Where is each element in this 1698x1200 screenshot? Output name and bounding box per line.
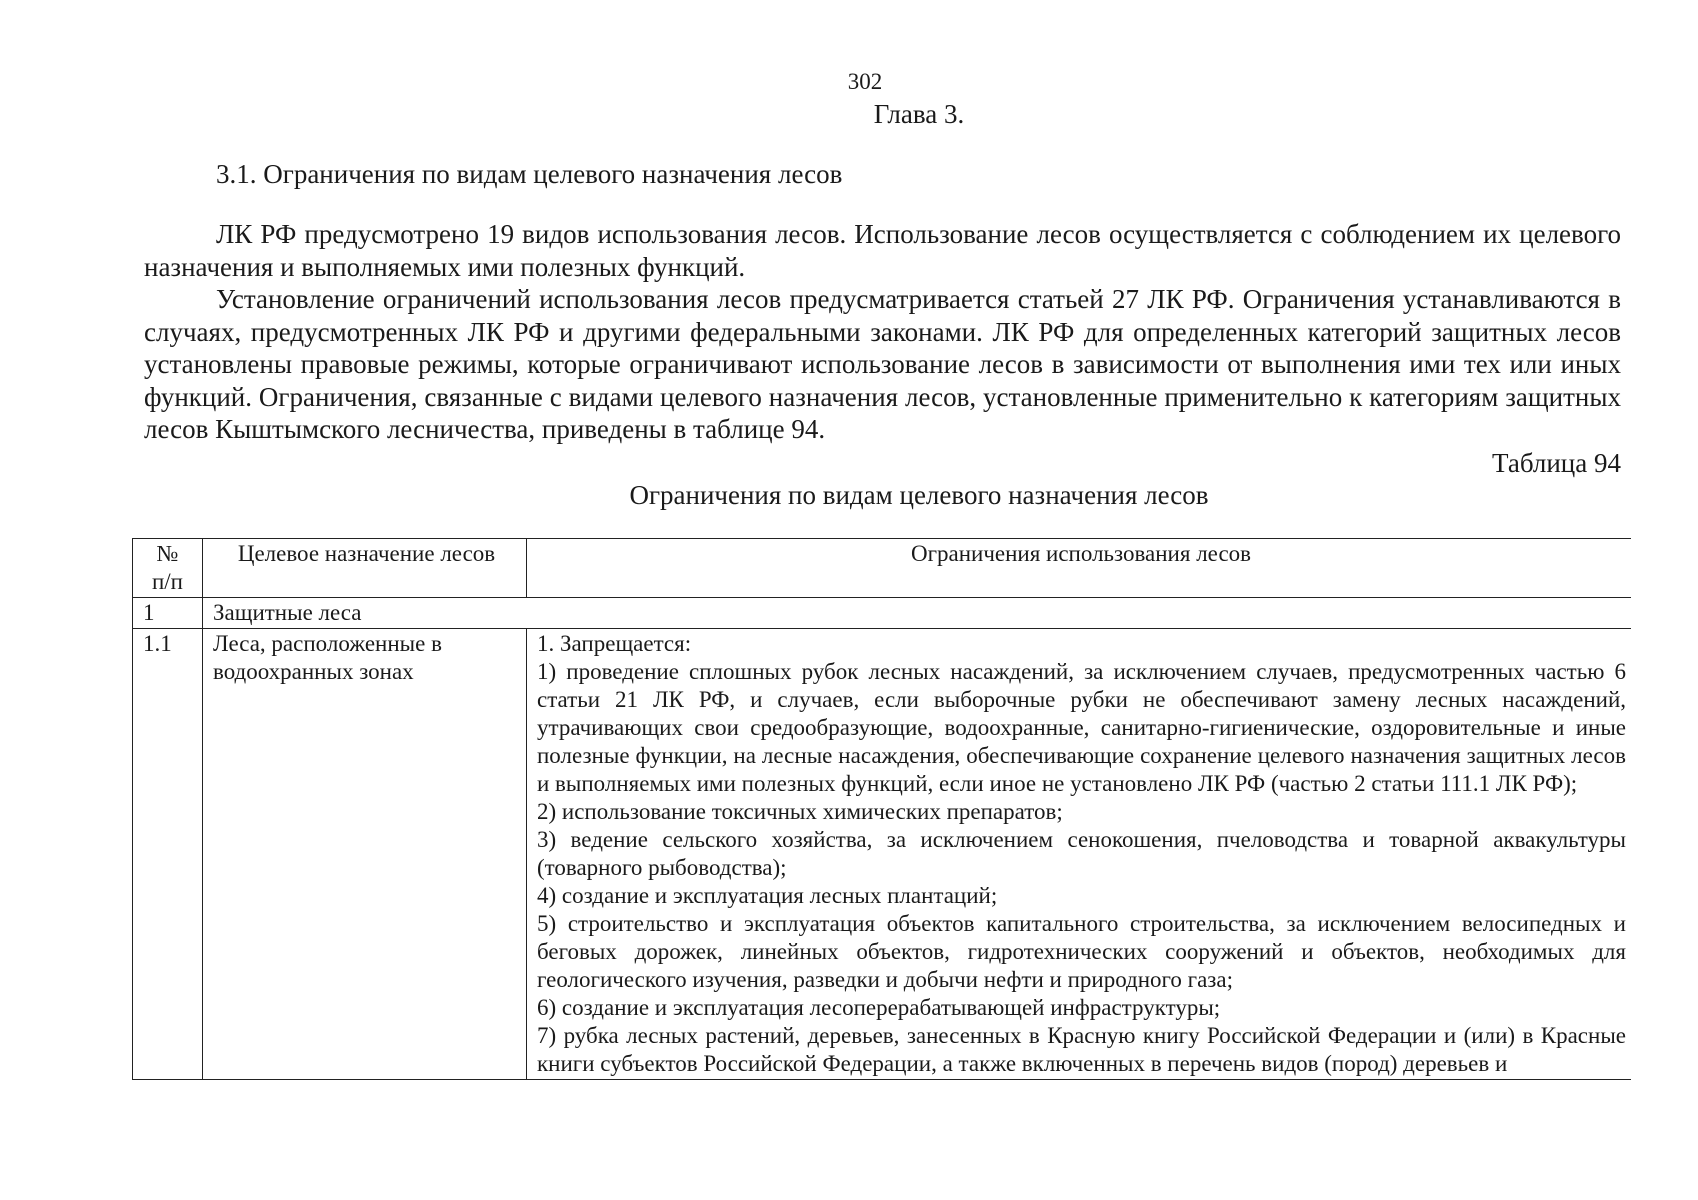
restriction-item: 1) проведение сплошных рубок лесных насаждений, за исключением случаев, предусмотренных частью 6 статьи 21 ЛК РФ, и случаев, если выборочные рубки не обеспечивают замену лесных насаждений, утрачивающих свои средообразующие, водоохранные, санитарно-гигиенические, оздоровительные и иные полезные функции, на лесные насаждения, обеспечивающие сохранение целевого назначения защитных лесов и выполняемых ими полезных функций, если иное не установлено ЛК РФ (частью 2 статьи 111.1 ЛК РФ); (537, 659, 1626, 796)
header-number-line1: № (156, 541, 179, 566)
paragraph: Установление ограничений использования лесов предусматривается статьей 27 ЛК РФ. Ограничения устанавливаются в случаях, предусмотренных ЛК РФ и другими федеральными законами. ЛК РФ для определенных категорий защитных лесов установлены правовые режимы, которые ограничивают использование лесов в зависимости от выполнения ими тех или иных функций. Ограничения, связанные с видами целевого назначения лесов, установленные применительно к категориям защитных лесов Кыштымского лесничества, приведены в таблице 94. (144, 284, 1621, 444)
group-number: 1 (133, 598, 203, 629)
row-restrictions (527, 629, 1632, 1080)
header-number (133, 539, 203, 598)
restriction-item: 7) рубка лесных растений, деревьев, занесенных в Красную книгу Российской Федерации и (или) в Красные книги субъектов Российской Федерации, а также включенных в перечень видов (пород) деревьев и (537, 1023, 1626, 1076)
restriction-item: 5) строительство и эксплуатация объектов капитального строительства, за исключением велосипедных и беговых дорожек, линейных объектов, гидротехнических сооружений и объектов, необходимых для геологического изучения, разведки и добычи нефти и природного газа; (537, 911, 1626, 992)
restrictions-table (132, 538, 1631, 1080)
table-label: Таблица 94 (1492, 448, 1621, 478)
table-title: Ограничения по видам целевого назначения лесов (629, 480, 1209, 510)
chapter-heading: Глава 3. (873, 99, 965, 129)
group-label: Защитные леса (203, 598, 1632, 629)
header-purpose: Целевое назначение лесов (203, 539, 527, 598)
table-header-row (133, 539, 1632, 598)
header-restrictions: Ограничения использования лесов (527, 539, 1632, 598)
paragraph: ЛК РФ предусмотрено 19 видов использования лесов. Использование лесов осуществляется с соблюдением их целевого назначения и выполняемых ими полезных функций. (144, 219, 1621, 282)
header-number-line2: п/п (151, 569, 183, 594)
restriction-item: 3) ведение сельского хозяйства, за исключением сенокошения, пчеловодства и товарной аквакультуры (товарного рыбоводства); (537, 827, 1626, 880)
page-number: 302 (847, 69, 883, 94)
body-text (144, 218, 1621, 446)
section-title: 3.1. Ограничения по видам целевого назначения лесов (216, 159, 843, 189)
restriction-item: 6) создание и эксплуатация лесоперерабатывающей инфраструктуры; (537, 995, 1221, 1020)
table-group-row (133, 598, 1632, 629)
restriction-item: 2) использование токсичных химических препаратов; (537, 799, 1063, 824)
restriction-item: 1. Запрещается: (537, 631, 692, 656)
table-row (133, 629, 1632, 1080)
restrictions-table-wrapper (132, 538, 1631, 1103)
row-number: 1.1 (133, 629, 203, 1080)
restriction-item: 4) создание и эксплуатация лесных плантаций; (537, 883, 998, 908)
row-purpose: Леса, расположенные в водоохранных зонах (203, 629, 527, 1080)
